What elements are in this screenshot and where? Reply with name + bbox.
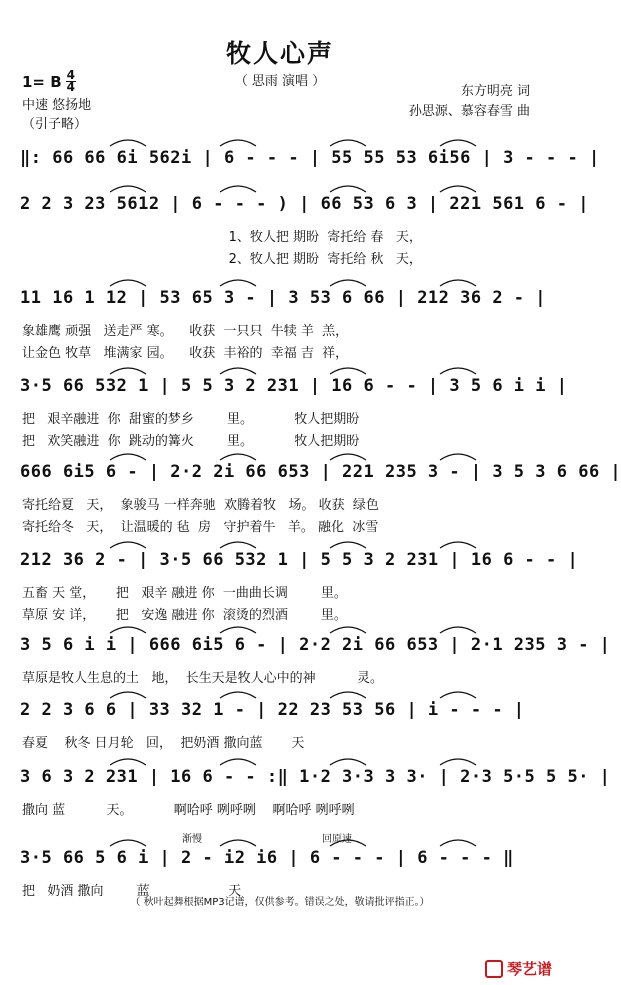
lyric-line: 草原 安 详， 把 安逸 融进 你 滚烫的烈酒 里。 (22, 608, 347, 623)
notation-line: 2 2 3 23 5612 | 6 - - - ) | 66 53 6 3 | 221 561 6 - | (20, 194, 589, 214)
slur-arc (330, 140, 366, 146)
notation-line: 3 5 6 i i | 666 6i5 6 - | 2·2 2i 66 653 | 2·1 235 3 - | (20, 635, 611, 655)
lyric-line: 象雄鹰 顽强 送走严 寒。 收获 一只只 牛犊 羊 羔， (22, 324, 349, 339)
logo-icon (485, 960, 503, 978)
footnote: （ 秋叶起舞根据MP3记谱，仅供参考。错误之处，敬请批评指正。） (130, 897, 430, 908)
lyric-line: 让金色 牧草 堆满家 园。 收获 丰裕的 幸福 吉 祥， (22, 346, 349, 361)
lyric-line: 草原是牧人生息的土 地， 长生天是牧人心中的神 灵。 (22, 671, 383, 686)
slur-arc (220, 542, 256, 548)
slur-arc (440, 759, 476, 765)
slur-arc (440, 454, 476, 460)
singer-credit: （ 思雨 演唱 ） (234, 74, 326, 89)
lyric-line: 寄托给夏 天， 象骏马 一样奔驰 欢腾着牧 场。 收获 绿色 (22, 498, 379, 513)
logo-text: 琴艺谱 (506, 960, 552, 978)
slur-arc (110, 542, 146, 548)
slur-arc (440, 140, 476, 146)
lyric-line: 2、牧人把 期盼 寄托给 秋 天， (22, 252, 422, 267)
slur-arc (220, 186, 256, 192)
slur-arc (330, 627, 366, 633)
slur-arc (440, 368, 476, 374)
lyric-line: 寄托给冬 天， 让温暖的 毡 房 守护着牛 羊。 融化 冰雪 (22, 520, 379, 535)
slur-arc (440, 692, 476, 698)
slur-arc (440, 840, 476, 846)
slur-arc (110, 454, 146, 460)
lyric-line: 把 奶酒 撒向 蓝 天 (22, 884, 242, 899)
slur-arc (110, 186, 146, 192)
song-title: 牧人心声 (225, 39, 334, 68)
tempo-marking: 中速 悠扬地 (22, 98, 92, 113)
a-tempo-mark: 回原速 (322, 834, 352, 845)
intro-note: （引子略） (22, 117, 88, 132)
lyric-line: 春夏 秋冬 日月轮 回， 把奶酒 撒向蓝 天 (22, 736, 305, 751)
slur-arc (220, 280, 256, 286)
composer-credit: 孙思源、慕容春雪 曲 (408, 104, 530, 119)
slur-arc (220, 368, 256, 374)
slur-arc (440, 627, 476, 633)
notation-line: 3 6 3 2 231 | 16 6 - - :‖ 1·2 3·3 3 3· | 2·3 5·5 5 5· | (20, 767, 611, 787)
slur-arc (220, 840, 256, 846)
slur-arc (220, 454, 256, 460)
slur-arc (440, 542, 476, 548)
notation-line: 3·5 66 5 6 i | 2 - i2 i6 | 6 - - - | 6 - - - ‖ (20, 848, 514, 868)
slur-arc (220, 140, 256, 146)
notation-line: 2 2 3 6 6 | 33 32 1 - | 22 23 53 56 | i - - - | (20, 700, 525, 720)
slur-arc (220, 759, 256, 765)
slur-arc (110, 759, 146, 765)
slur-arc (330, 759, 366, 765)
lyric-line: 五畜 天 堂， 把 艰辛 融进 你 一曲曲长调 里。 (22, 586, 347, 601)
slur-arc (110, 692, 146, 698)
notation-line: ‖: 66 66 6i 562i | 6 - - - | 55 55 53 6i56 | 3 - - - | (20, 148, 600, 168)
key-signature (22, 70, 76, 93)
notation-line: 666 6i5 6 - | 2·2 2i 66 653 | 221 235 3 - | 3 5 3 6 66 | (20, 462, 621, 482)
slur-arc (330, 368, 366, 374)
slur-arc (330, 692, 366, 698)
lyric-line: 撒向 蓝 天。 啊哈呼 咧呼咧 啊哈呼 咧呼咧 (22, 803, 355, 818)
slur-arc (330, 454, 366, 460)
lyric-line: 1、牧人把 期盼 寄托给 春 天， (22, 230, 422, 245)
notation-line: 212 36 2 - | 3·5 66 532 1 | 5 5 3 2 231 | 16 6 - - | (20, 550, 579, 570)
slur-arc (440, 186, 476, 192)
meter-bottom: 4 (66, 80, 76, 94)
slur-arc (440, 280, 476, 286)
lyric-line: 把 欢笑融进 你 跳动的篝火 里。 牧人把期盼 (22, 434, 360, 449)
slur-arc (220, 627, 256, 633)
notation-line: 3·5 66 532 1 | 5 5 3 2 231 | 16 6 - - | 3 5 6 i i | (20, 376, 568, 396)
site-logo (485, 958, 552, 979)
slur-arc (110, 140, 146, 146)
slur-arc (110, 368, 146, 374)
notation-line: 11 16 1 12 | 53 65 3 - | 3 53 6 66 | 212 36 2 - | (20, 288, 547, 308)
time-signature (66, 70, 76, 93)
key-label: 1= B (22, 72, 62, 91)
slur-arc (220, 692, 256, 698)
meter-top: 4 (66, 68, 76, 82)
slur-arc (110, 280, 146, 286)
slur-arc (110, 840, 146, 846)
ritardando-mark: 渐慢 (182, 834, 202, 845)
lyricist-credit: 东方明亮 词 (460, 84, 530, 99)
slur-arc (330, 542, 366, 548)
slur-arc (110, 627, 146, 633)
lyric-line: 把 艰辛融进 你 甜蜜的梦乡 里。 牧人把期盼 (22, 412, 360, 427)
slur-arc (330, 280, 366, 286)
slur-arc (330, 186, 366, 192)
